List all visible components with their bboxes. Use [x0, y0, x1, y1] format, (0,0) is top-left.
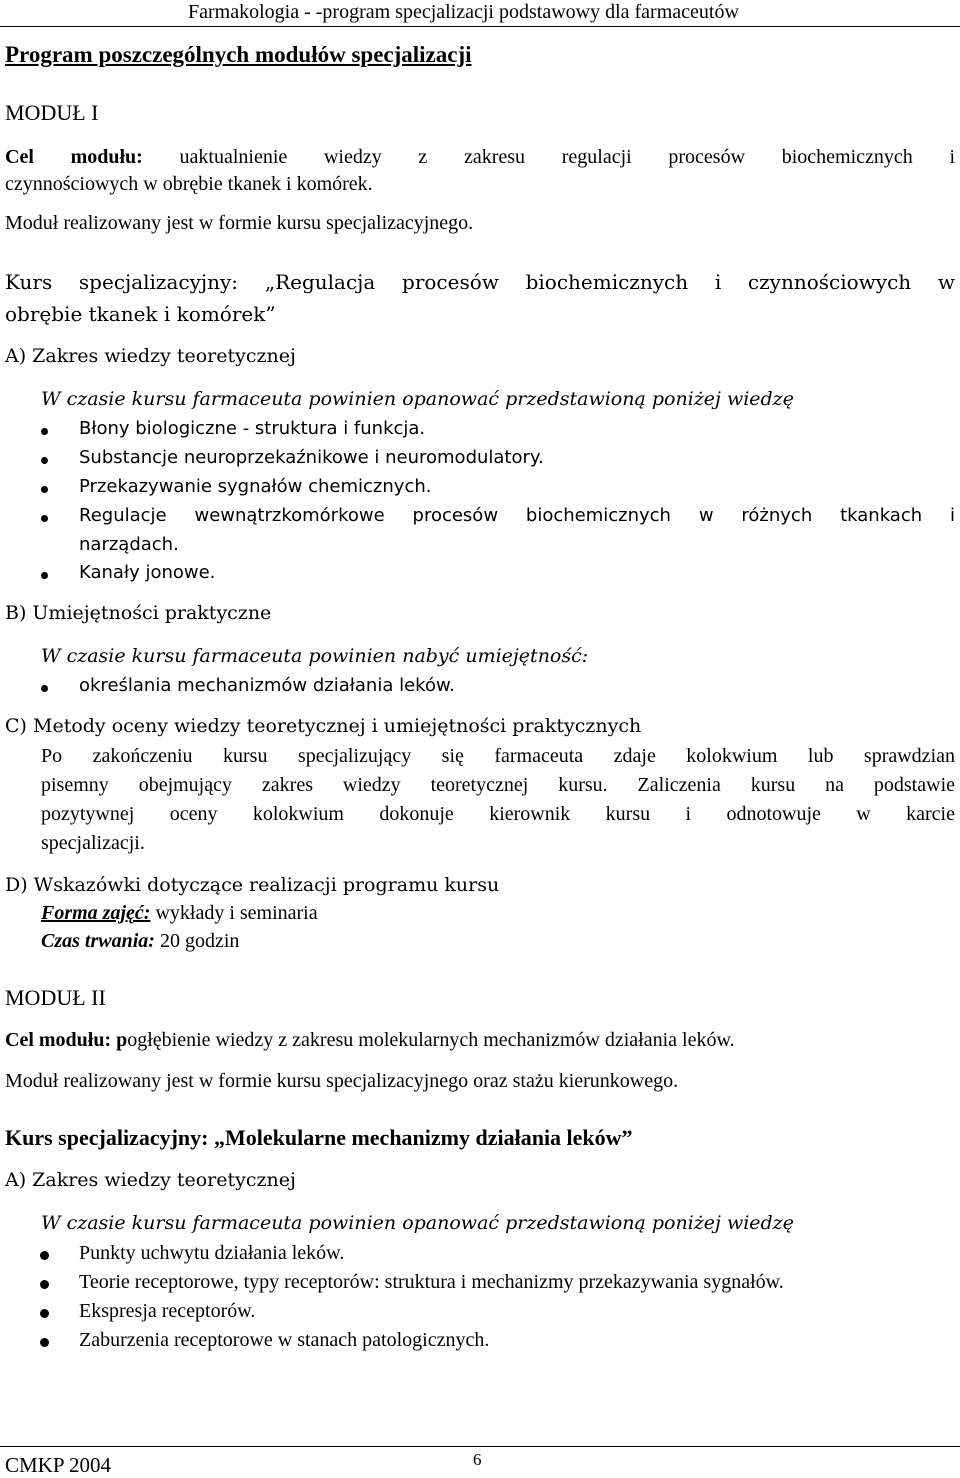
module1-goal-label: Cel modułu:: [5, 146, 143, 168]
time-value: 20 godzin: [154, 930, 240, 952]
module1-course-line2: obrębie tkanek i komórek”: [5, 302, 276, 326]
module1-sectionB-heading: B) Umiejętności praktyczne: [5, 602, 272, 624]
bullet-icon: [40, 1309, 49, 1318]
footer-rule: [0, 1446, 960, 1447]
module1-sectionB-intro: W czasie kursu farmaceuta powinien nabyć umiejętność:: [41, 645, 589, 667]
running-header: Farmakologia - -program specjalizacji podstawowy dla farmaceutów: [188, 1, 739, 23]
module2-form: Moduł realizowany jest w formie kursu specjalizacyjnego oraz stażu kierunkowego.: [5, 1070, 679, 1092]
bullet-icon: [40, 1251, 49, 1260]
module1-sectionC-line: [41, 745, 955, 768]
module1-sectionA-item: Kanały jonowe.: [79, 562, 216, 583]
module1-form: Moduł realizowany jest w formie kursu specjalizacyjnego.: [5, 212, 474, 234]
module1-sectionC-text: pisemny obejmujący zakres wiedzy teoretycznej kursu. Zaliczenia kursu na podstawie: [41, 774, 955, 796]
module1-sectionA-item: Substancje neuroprzekaźnikowe i neuromodulatory.: [79, 447, 544, 468]
module1-sectionA-item: Przekazywanie sygnałów chemicznych.: [79, 476, 432, 497]
module2-goal: [5, 1029, 735, 1052]
time-label: Czas trwania:: [41, 930, 155, 952]
module1-course-text: Kurs specjalizacyjny: „Regulacja procesów biochemicznych i czynnościowych w: [5, 270, 955, 294]
module1-course-line1: [5, 270, 955, 294]
module1-sectionC-line: [41, 774, 955, 797]
bullet-icon: [41, 685, 48, 692]
module1-sectionA-item-cont: narządach.: [79, 534, 179, 555]
module2-sectionA-heading: A) Zakres wiedzy teoretycznej: [5, 1169, 296, 1191]
module1-goal: [5, 146, 955, 169]
module2-heading: MODUŁ II: [5, 985, 106, 1010]
module2-goal-text: ogłębienie wiedzy z zakresu molekularnych mechanizmów działania leków.: [127, 1029, 735, 1051]
footer-left: CMKP 2004: [5, 1453, 111, 1477]
bullet-icon: [41, 486, 48, 493]
module1-heading: MODUŁ I: [5, 100, 99, 125]
module1-sectionD-form: [41, 902, 318, 925]
header-rule: [0, 26, 960, 27]
bullet-icon: [40, 1338, 49, 1347]
module2-course: Kurs specjalizacyjny: „Molekularne mechanizmy działania leków”: [5, 1125, 633, 1150]
bullet-icon: [41, 457, 48, 464]
module1-sectionB-item: określania mechanizmów działania leków.: [79, 675, 455, 696]
module1-sectionC-text: Po zakończeniu kursu specjalizujący się farmaceuta zdaje kolokwium lub sprawdzian: [41, 745, 955, 767]
module1-sectionC-text: pozytywnej oceny kolokwium dokonuje kierownik kursu i odnotowuje w karcie: [41, 803, 955, 825]
bullet-icon: [41, 572, 48, 579]
module2-goal-label: Cel modułu: p: [5, 1029, 128, 1051]
module1-sectionA-item: Błony biologiczne - struktura i funkcja.: [79, 418, 426, 439]
module1-sectionC-line: [41, 803, 955, 826]
module2-sectionA-item: Zaburzenia receptorowe w stanach patologicznych.: [79, 1329, 490, 1351]
bullet-icon: [41, 428, 48, 435]
module2-sectionA-item: Punkty uchwytu działania leków.: [79, 1242, 345, 1264]
form-label: Forma zajęć:: [41, 902, 151, 924]
module1-goal-line1: uaktualnienie wiedzy z zakresu regulacji procesów biochemicznych i: [179, 146, 956, 168]
module1-sectionD-heading: D) Wskazówki dotyczące realizacji programu kursu: [5, 874, 500, 896]
bullet-icon: [41, 515, 48, 522]
module2-sectionA-item: Teorie receptorowe, typy receptorów: struktura i mechanizmy przekazywania sygnałów.: [79, 1271, 784, 1293]
module1-sectionD-time: [41, 930, 239, 953]
module1-sectionA-item: [79, 505, 955, 526]
page-number: 6: [473, 1450, 482, 1469]
module1-sectionC-heading: C) Metody oceny wiedzy teoretycznej i umiejętności praktycznych: [5, 715, 642, 737]
module1-sectionA-intro: W czasie kursu farmaceuta powinien opanować przedstawioną poniżej wiedzę: [41, 388, 794, 410]
module1-goal-line2: czynnościowych w obrębie tkanek i komórek.: [5, 173, 373, 195]
module1-sectionA-item-text: Regulacje wewnątrzkomórkowe procesów biochemicznych w różnych tkankach i: [79, 505, 955, 526]
module2-sectionA-item: Ekspresja receptorów.: [79, 1300, 256, 1322]
module1-sectionC-line: specjalizacji.: [41, 832, 145, 854]
page-title: Program poszczególnych modułów specjalizacji: [5, 42, 472, 67]
module2-sectionA-intro: W czasie kursu farmaceuta powinien opanować przedstawioną poniżej wiedzę: [41, 1212, 794, 1234]
module1-sectionA-heading: A) Zakres wiedzy teoretycznej: [5, 345, 296, 367]
form-value: wykłady i seminaria: [150, 902, 318, 924]
bullet-icon: [40, 1280, 49, 1289]
